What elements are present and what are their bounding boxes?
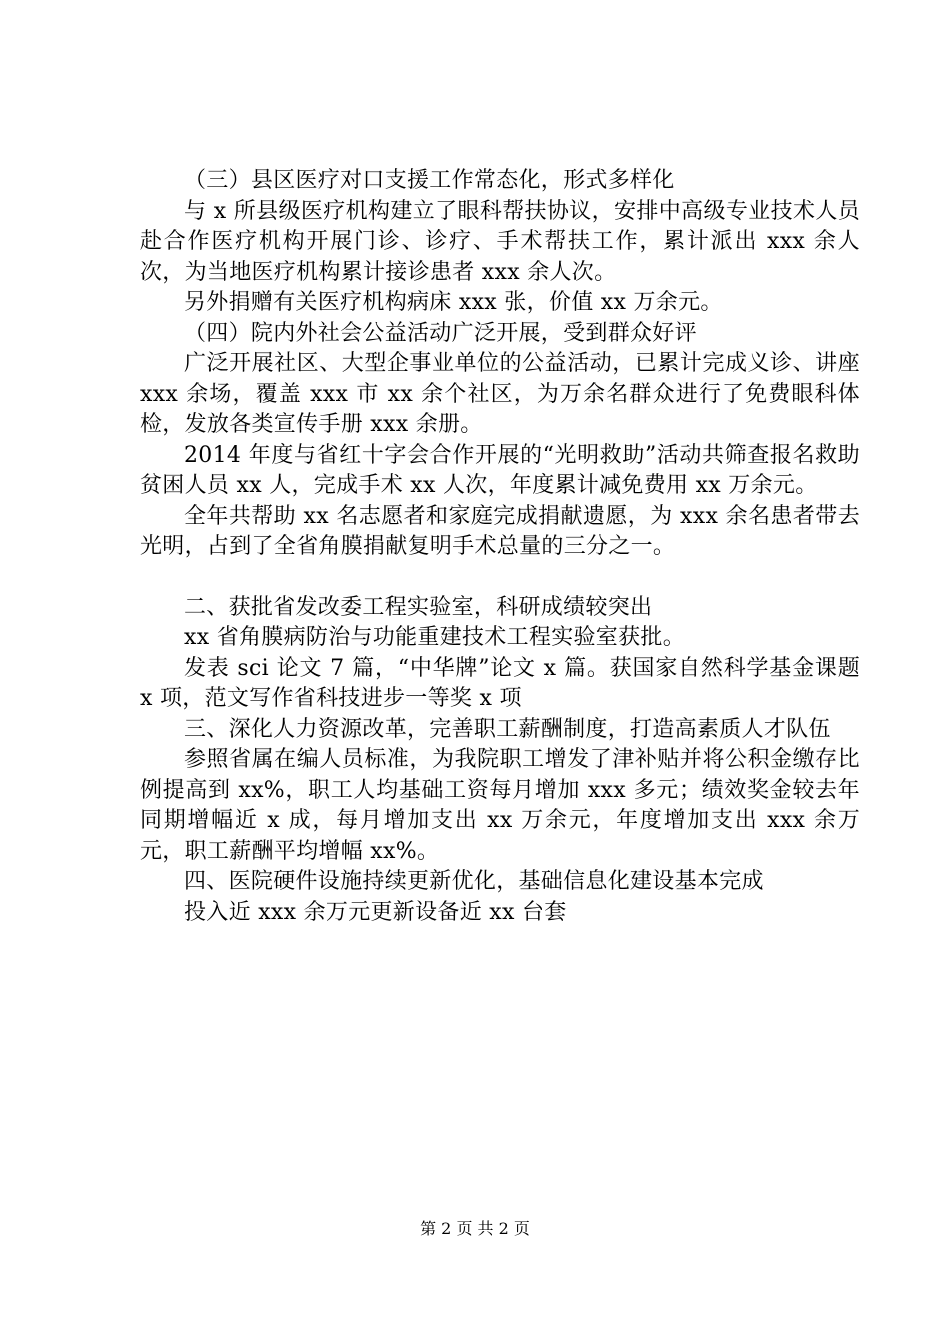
paragraph: 全年共帮助 xx 名志愿者和家庭完成捐献遗愿，为 xxx 余名患者带去光明，占到了全省角膜捐献复明手术总量的三分之一。 <box>140 503 860 559</box>
section-heading-4: 四、医院硬件设施持续更新优化，基础信息化建设基本完成 <box>184 869 764 894</box>
paragraph: 参照省属在编人员标准，为我院职工增发了津补贴并将公积金缴存比例提高到 xx%，职工人均基础工资每月增加 xxx 多元；绩效奖金较去年同期增幅近 x 成，每月增加支出 xx 万余元，年度增加支出 xxx 余万元，职工薪酬平均增幅 xx%。 <box>140 747 860 864</box>
paragraph: 另外捐赠有关医疗机构病床 xxx 张，价值 xx 万余元。 <box>184 290 723 315</box>
paragraph-heading-3: （三）县区医疗对口支援工作常态化，形式多样化 <box>184 168 675 193</box>
paragraph: 广泛开展社区、大型企事业单位的公益活动，已累计完成义诊、讲座 xxx 余场，覆盖 xxx 市 xx 余个社区，为万余名群众进行了免费眼科体检，发放各类宣传手册 xxx 余册。 <box>140 351 860 437</box>
paragraph: 发表 sci 论文 7 篇，“中华牌”论文 x 篇。获国家自然科学基金课题 x 项，范文写作省科技进步一等奖 x 项 <box>140 655 860 711</box>
paragraph-heading-4: （四）院内外社会公益活动广泛开展，受到群众好评 <box>184 320 697 346</box>
paragraph: 与 x 所县级医疗机构建立了眼科帮扶协议，安排中高级专业技术人员赴合作医疗机构开展门诊、诊疗、手术帮扶工作，累计派出 xxx 余人次，为当地医疗机构累计接诊患者 xxx 余人次。 <box>140 198 860 285</box>
document-body <box>140 166 860 928</box>
section-heading-3: 三、深化人力资源改革，完善职工薪酬制度，打造高素质人才队伍 <box>184 716 831 742</box>
paragraph: xx 省角膜病防治与功能重建技术工程实验室获批。 <box>184 625 686 650</box>
section-heading-2: 二、获批省发改委工程实验室，科研成绩较突出 <box>184 594 653 620</box>
page-footer: 第 2 页 共 2 页 <box>420 1219 530 1238</box>
paragraph: 投入近 xxx 余万元更新设备近 xx 台套 <box>184 899 567 925</box>
paragraph: 2014 年度与省红十字会合作开展的“光明救助”活动共筛查报名救助贫困人员 xx 人，完成手术 xx 人次，年度累计减免费用 xx 万余元。 <box>140 442 860 498</box>
